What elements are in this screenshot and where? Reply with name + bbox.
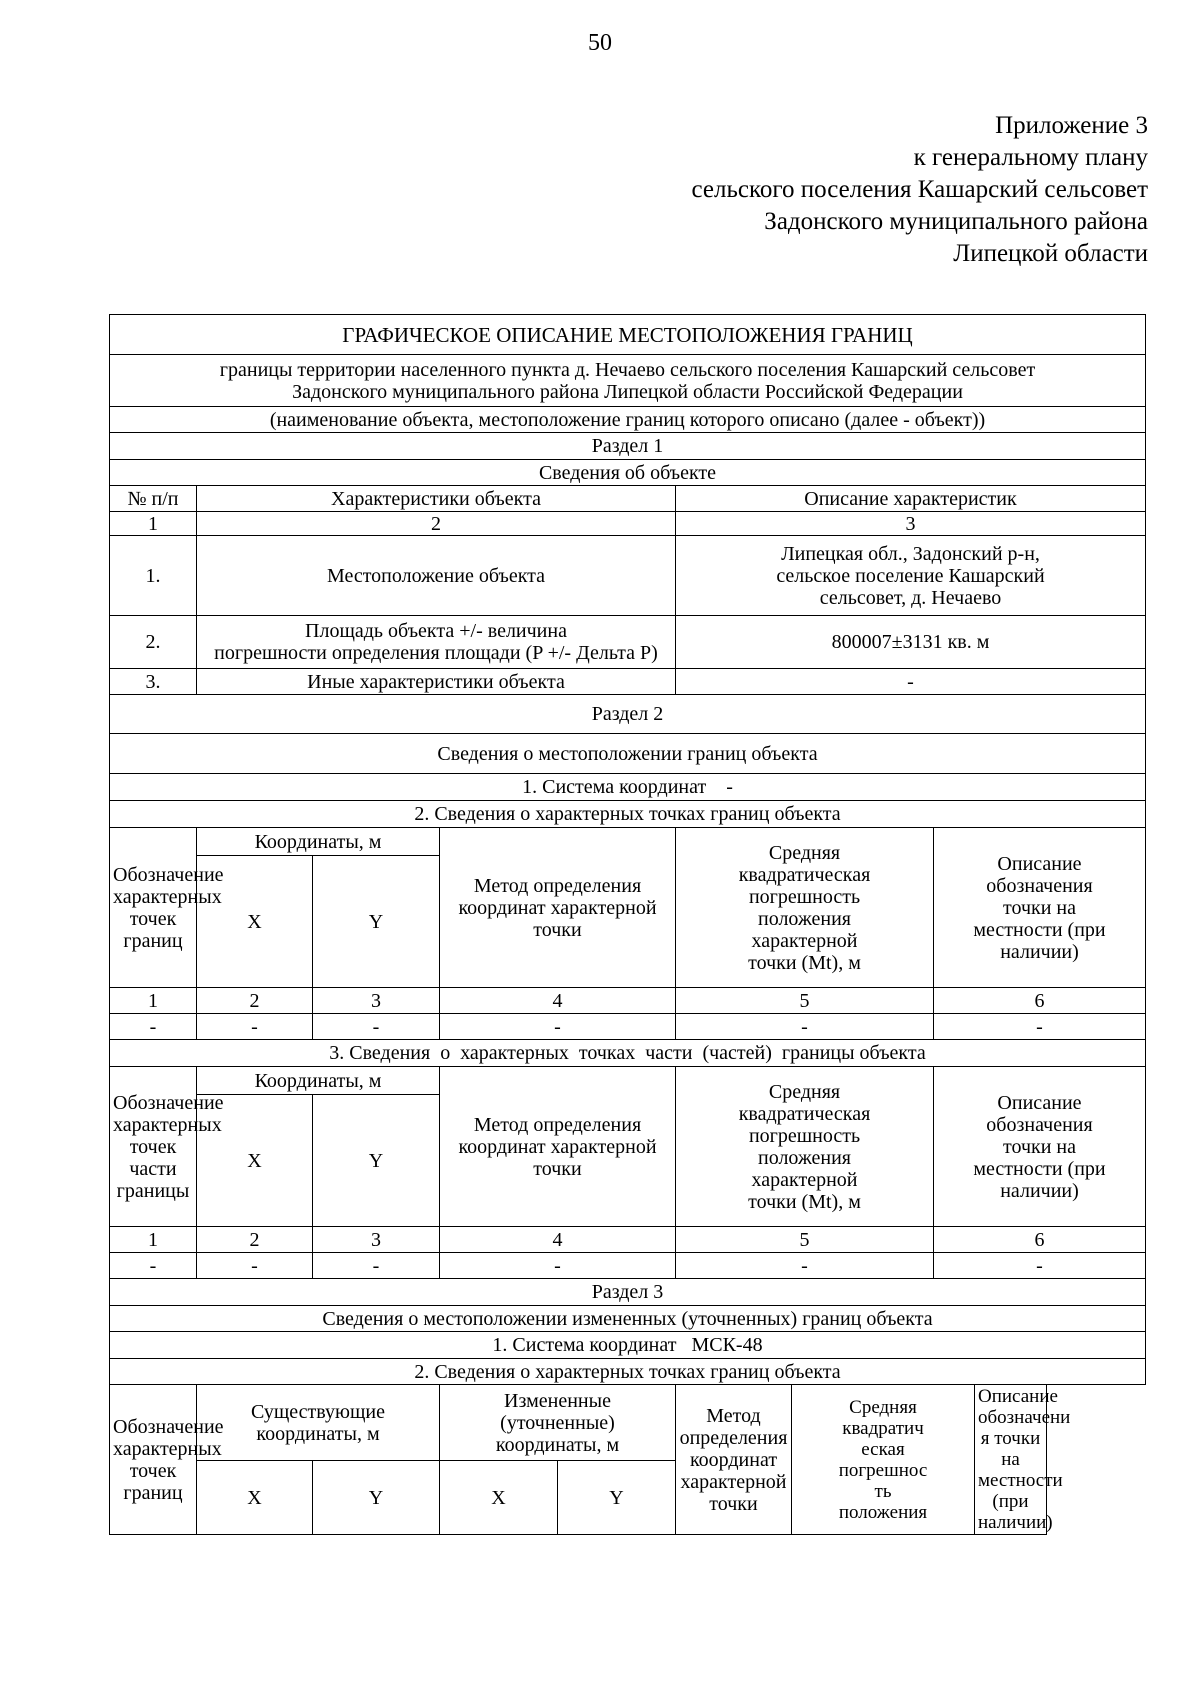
header-line: квадратическая	[738, 863, 871, 886]
table-cell: -	[110, 1253, 197, 1279]
header-line: погрешность	[748, 885, 861, 908]
column-index: 6	[934, 1227, 1146, 1253]
header-line: погрешнос	[838, 1459, 928, 1481]
header-line: координаты, м	[256, 1422, 380, 1445]
column-index: 1	[110, 1227, 197, 1253]
header-method	[676, 1385, 792, 1535]
header-line: характерных	[113, 1437, 222, 1460]
graphic-description-table	[109, 314, 1146, 1535]
header-line: точки (Mt), м	[748, 951, 861, 974]
page-number: 50	[588, 30, 612, 56]
points-subsection-title: 2. Сведения о характерных точках границ объекта	[110, 801, 1146, 828]
table-row	[110, 1014, 1146, 1040]
section-2-subtitle: Сведения о местоположении границ объекта	[110, 734, 1146, 774]
header-point-description	[975, 1385, 1071, 1535]
row-number: 2.	[110, 616, 197, 669]
appendix-line: Липецкой области	[953, 240, 1148, 267]
appendix-line: Приложение 3	[995, 112, 1148, 139]
header-line: координат характерной	[458, 1135, 657, 1158]
header-changed-x: X	[440, 1461, 558, 1535]
header-line: Средняя	[849, 1396, 917, 1418]
header-existing-y: Y	[313, 1461, 440, 1535]
header-line: Метод определения	[473, 874, 642, 897]
object-name	[110, 355, 1146, 407]
header-x: X	[197, 1095, 313, 1227]
row-description-line: Липецкая обл., Задонский р-н,	[781, 542, 1040, 565]
row-description: 800007±3131 кв. м	[676, 616, 1146, 669]
row-number: 3.	[110, 669, 197, 695]
header-line: еская	[861, 1438, 905, 1460]
section-1-title: Раздел 1	[110, 433, 1146, 460]
header-line: координаты, м	[495, 1433, 620, 1456]
header-line: я точки на	[980, 1428, 1041, 1470]
row-characteristic-line: погрешности определения площади (P +/- Дельта P)	[214, 642, 658, 664]
header-y: Y	[313, 856, 440, 988]
header-line: положения	[758, 1146, 851, 1169]
table-cell: -	[934, 1014, 1146, 1040]
table-cell: -	[197, 1253, 313, 1279]
header-line: положения	[838, 1501, 928, 1523]
column-header-description: Описание характеристик	[676, 486, 1146, 512]
header-existing-coordinates	[197, 1385, 440, 1461]
header-line: точки (Mt), м	[748, 1190, 861, 1213]
header-line: (уточненные)	[500, 1411, 615, 1434]
section-3-title: Раздел 3	[110, 1279, 1146, 1306]
column-index: 4	[440, 1227, 676, 1253]
header-line: Метод	[706, 1404, 761, 1427]
column-index: 3	[313, 988, 440, 1014]
points-subsection-title: 2. Сведения о характерных точках границ объекта	[110, 1359, 1146, 1385]
section-2-title: Раздел 2	[110, 695, 1146, 734]
header-line: точки	[709, 1492, 758, 1515]
header-y: Y	[313, 1095, 440, 1227]
header-coordinates: Координаты, м	[197, 1067, 440, 1095]
header-line: обозначени	[978, 1407, 1071, 1428]
header-method	[440, 1067, 676, 1227]
header-line: границы	[116, 1179, 190, 1202]
column-index: 2	[197, 988, 313, 1014]
row-characteristic: Местоположение объекта	[197, 536, 676, 616]
header-line: точек границ	[123, 1459, 183, 1504]
table-cell: -	[197, 1014, 313, 1040]
header-method	[440, 828, 676, 988]
table-cell: -	[110, 1014, 197, 1040]
header-line: положения	[758, 907, 851, 930]
row-description-line: сельское поселение Кашарский	[776, 564, 1045, 587]
header-line: точек части	[129, 1135, 177, 1180]
header-designation	[110, 1067, 224, 1227]
header-line: Средняя	[768, 1080, 841, 1103]
header-coordinates: Координаты, м	[197, 828, 440, 856]
column-index: 5	[676, 1227, 934, 1253]
table-cell: -	[676, 1014, 934, 1040]
table-cell: -	[934, 1253, 1146, 1279]
column-index: 3	[676, 512, 1146, 536]
header-line: обозначения	[986, 874, 1093, 897]
table-row	[110, 536, 1146, 616]
header-point-description	[934, 1067, 1146, 1227]
table-cell: -	[440, 1253, 676, 1279]
header-line: характерной	[751, 929, 858, 952]
header-line: Описание	[997, 852, 1082, 875]
appendix-block	[692, 110, 1149, 270]
header-line: Описание	[997, 1091, 1082, 1114]
appendix-line: к генеральному плану	[913, 144, 1148, 171]
header-line: точки на	[1002, 1135, 1077, 1158]
object-name-line: Задонского муниципального района Липецкой области Российской Федерации	[292, 380, 963, 403]
header-line: наличии)	[1000, 1179, 1079, 1202]
table-cell: -	[440, 1014, 676, 1040]
appendix-line: Задонского муниципального района	[764, 208, 1148, 235]
table-row	[110, 669, 1146, 695]
header-x: X	[197, 856, 313, 988]
header-line: квадратическая	[738, 1102, 871, 1125]
header-line: Метод определения	[473, 1113, 642, 1136]
document-title: ГРАФИЧЕСКОЕ ОПИСАНИЕ МЕСТОПОЛОЖЕНИЯ ГРАНИЦ	[110, 315, 1146, 355]
header-line: характерных	[113, 885, 222, 908]
header-line: координат	[689, 1448, 778, 1471]
header-line: погрешность	[748, 1124, 861, 1147]
parts-subsection-title: 3. Сведения о характерных точках части (частей) границы объекта	[110, 1040, 1146, 1067]
column-header-number: № п/п	[110, 486, 197, 512]
header-line: местности (при	[973, 1157, 1106, 1180]
row-characteristic: Иные характеристики объекта	[197, 669, 676, 695]
row-description: -	[676, 669, 1146, 695]
column-header-characteristic: Характеристики объекта	[197, 486, 676, 512]
header-line: точки	[533, 1157, 582, 1180]
table-cell: -	[313, 1253, 440, 1279]
row-description	[676, 536, 1146, 616]
header-error	[676, 828, 934, 988]
row-characteristic	[197, 616, 676, 669]
header-point-description	[934, 828, 1146, 988]
object-name-line: границы территории населенного пункта д. Нечаево сельского поселения Кашарский сельсовет	[219, 358, 1036, 381]
column-index: 5	[676, 988, 934, 1014]
section-1-subtitle: Сведения об объекте	[110, 460, 1146, 486]
table-row	[110, 1253, 1146, 1279]
header-designation	[110, 828, 224, 988]
header-error	[676, 1067, 934, 1227]
header-error	[792, 1385, 975, 1535]
table-cell: -	[313, 1014, 440, 1040]
header-existing-x: X	[197, 1461, 313, 1535]
column-index: 2	[197, 1227, 313, 1253]
header-line: точки на	[1002, 896, 1077, 919]
header-line: Измененные	[504, 1389, 611, 1412]
header-line: определения	[679, 1426, 788, 1449]
header-line: обозначения	[986, 1113, 1093, 1136]
header-line: наличии)	[1000, 940, 1079, 963]
section-3-subtitle: Сведения о местоположении измененных (уточненных) границ объекта	[110, 1306, 1146, 1332]
table-cell: -	[676, 1253, 934, 1279]
header-line: характерных	[113, 1113, 222, 1136]
header-line: характерной	[751, 1168, 858, 1191]
header-line: Средняя	[768, 841, 841, 864]
column-index: 2	[197, 512, 676, 536]
object-caption: (наименование объекта, местоположение границ которого описано (далее - объект))	[110, 407, 1146, 433]
coordinate-system: 1. Система координат -	[110, 774, 1146, 801]
header-line: Обозначение	[113, 863, 224, 886]
coordinate-system: 1. Система координат МСК-48	[110, 1332, 1146, 1359]
header-line: Обозначение	[113, 1415, 224, 1438]
column-index: 3	[313, 1227, 440, 1253]
table-row	[110, 616, 1146, 669]
header-line: Существующие	[251, 1400, 385, 1423]
header-line: квадратич	[842, 1417, 924, 1439]
header-line: наличии)	[978, 1512, 1053, 1533]
column-index: 6	[934, 988, 1146, 1014]
appendix-line: сельского поселения Кашарский сельсовет	[691, 176, 1148, 203]
column-index: 4	[440, 988, 676, 1014]
header-line: точек границ	[123, 907, 183, 952]
header-line: точки	[533, 918, 582, 941]
row-description-line: сельсовет, д. Нечаево	[819, 586, 1002, 609]
header-designation	[110, 1385, 224, 1535]
header-changed-y: Y	[558, 1461, 676, 1535]
header-line: местности (при	[973, 918, 1106, 941]
header-line: координат характерной	[458, 896, 657, 919]
column-index: 1	[110, 988, 197, 1014]
header-line: (при	[992, 1491, 1029, 1512]
header-line: характерной	[680, 1470, 787, 1493]
header-line: Описание	[978, 1386, 1058, 1407]
column-index: 1	[110, 512, 197, 536]
row-characteristic-line: Площадь объекта +/- величина	[305, 620, 567, 642]
header-changed-coordinates	[440, 1385, 676, 1461]
row-number: 1.	[110, 536, 197, 616]
header-line: местности	[978, 1470, 1063, 1491]
header-line: ть	[874, 1480, 892, 1502]
header-line: Обозначение	[113, 1091, 224, 1114]
